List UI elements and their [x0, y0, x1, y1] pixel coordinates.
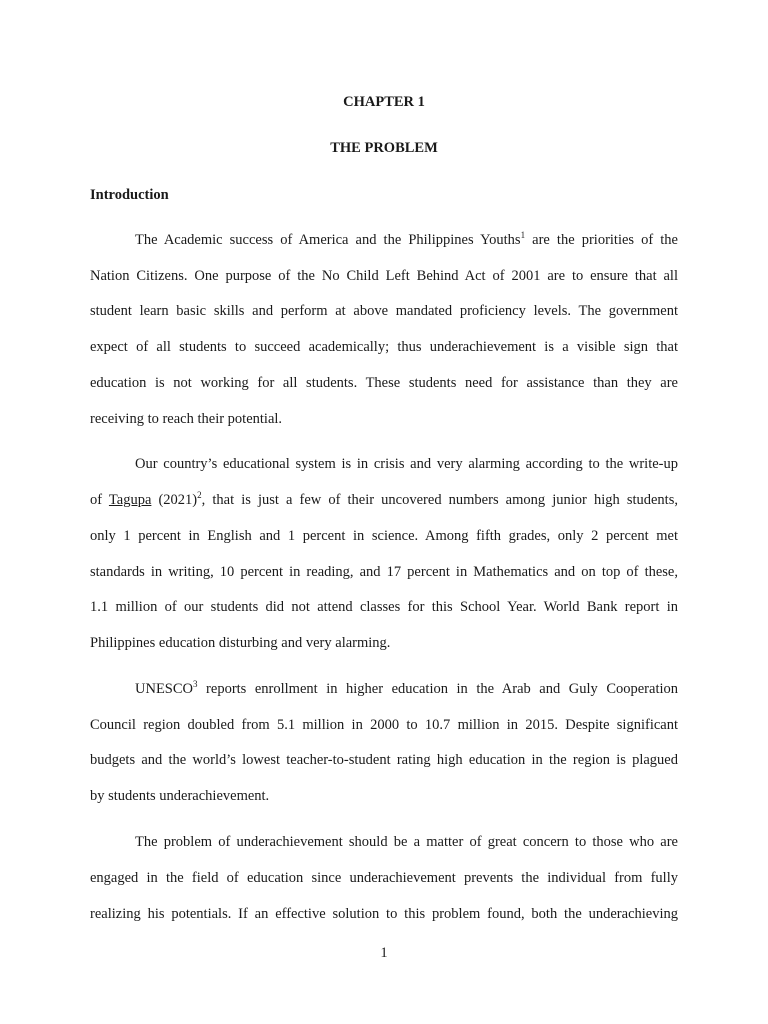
paragraph-line: The problem of underachievement should be a matter of great concern to those who are: [135, 834, 678, 850]
paragraph-line: only 1 percent in English and 1 percent in science. Among fifth grades, only 2 percent met: [90, 528, 678, 544]
paragraph-line: Nation Citizens. One purpose of the No Child Left Behind Act of 2001 are to ensure that all: [90, 268, 678, 284]
paragraph-line: expect of all students to succeed academically; thus underachievement is a visible sign that: [90, 339, 678, 355]
paragraph-line: by students underachievement.: [90, 788, 270, 804]
page-number: 1: [380, 945, 388, 961]
citation-link: Tagupa: [108, 492, 152, 508]
paragraph-line: standards in writing, 10 percent in reading, and 17 percent in Mathematics and on top of these,: [90, 564, 678, 580]
paragraph-line: education is not working for all students. These students need for assistance than they are: [90, 375, 678, 391]
paragraph-line: receiving to reach their potential.: [90, 411, 283, 427]
chapter-heading: CHAPTER 1: [343, 94, 425, 110]
paragraph-line: UNESCO$^3$ reports enrollment in higher education in the Arab and Guly Cooperation: [135, 679, 678, 697]
paragraph-line: 1.1 million of our students did not attend classes for this School Year. World Bank report in: [90, 599, 678, 615]
paragraph-line: engaged in the field of education since underachievement prevents the individual from fully: [90, 870, 678, 886]
paragraph-line: Philippines education disturbing and very alarming.: [90, 635, 391, 651]
paragraph-line: realizing his potentials. If an effective solution to this problem found, both the underachieving: [90, 906, 678, 922]
chapter-title: THE PROBLEM: [330, 140, 438, 156]
paragraph-line: student learn basic skills and perform at above mandated proficiency levels. The government: [90, 303, 678, 319]
paragraph-line: of Tagupa $(2021)^2$, that is just a few of their uncovered numbers among junior high students,: [90, 490, 678, 508]
paragraph-line: Our country’s educational system is in crisis and very alarming according to the write-up: [135, 456, 678, 472]
section-heading: Introduction: [90, 187, 169, 203]
paragraph-line: budgets and the world’s lowest teacher-to-student rating high education in the region is plagued: [90, 752, 678, 768]
paragraph-line: Council region doubled from 5.1 million in 2000 to 10.7 million in 2015. Despite significant: [90, 717, 678, 733]
paragraph-line: The Academic success of America and the Philippines Youths$^1$ are the priorities of the: [135, 230, 678, 248]
